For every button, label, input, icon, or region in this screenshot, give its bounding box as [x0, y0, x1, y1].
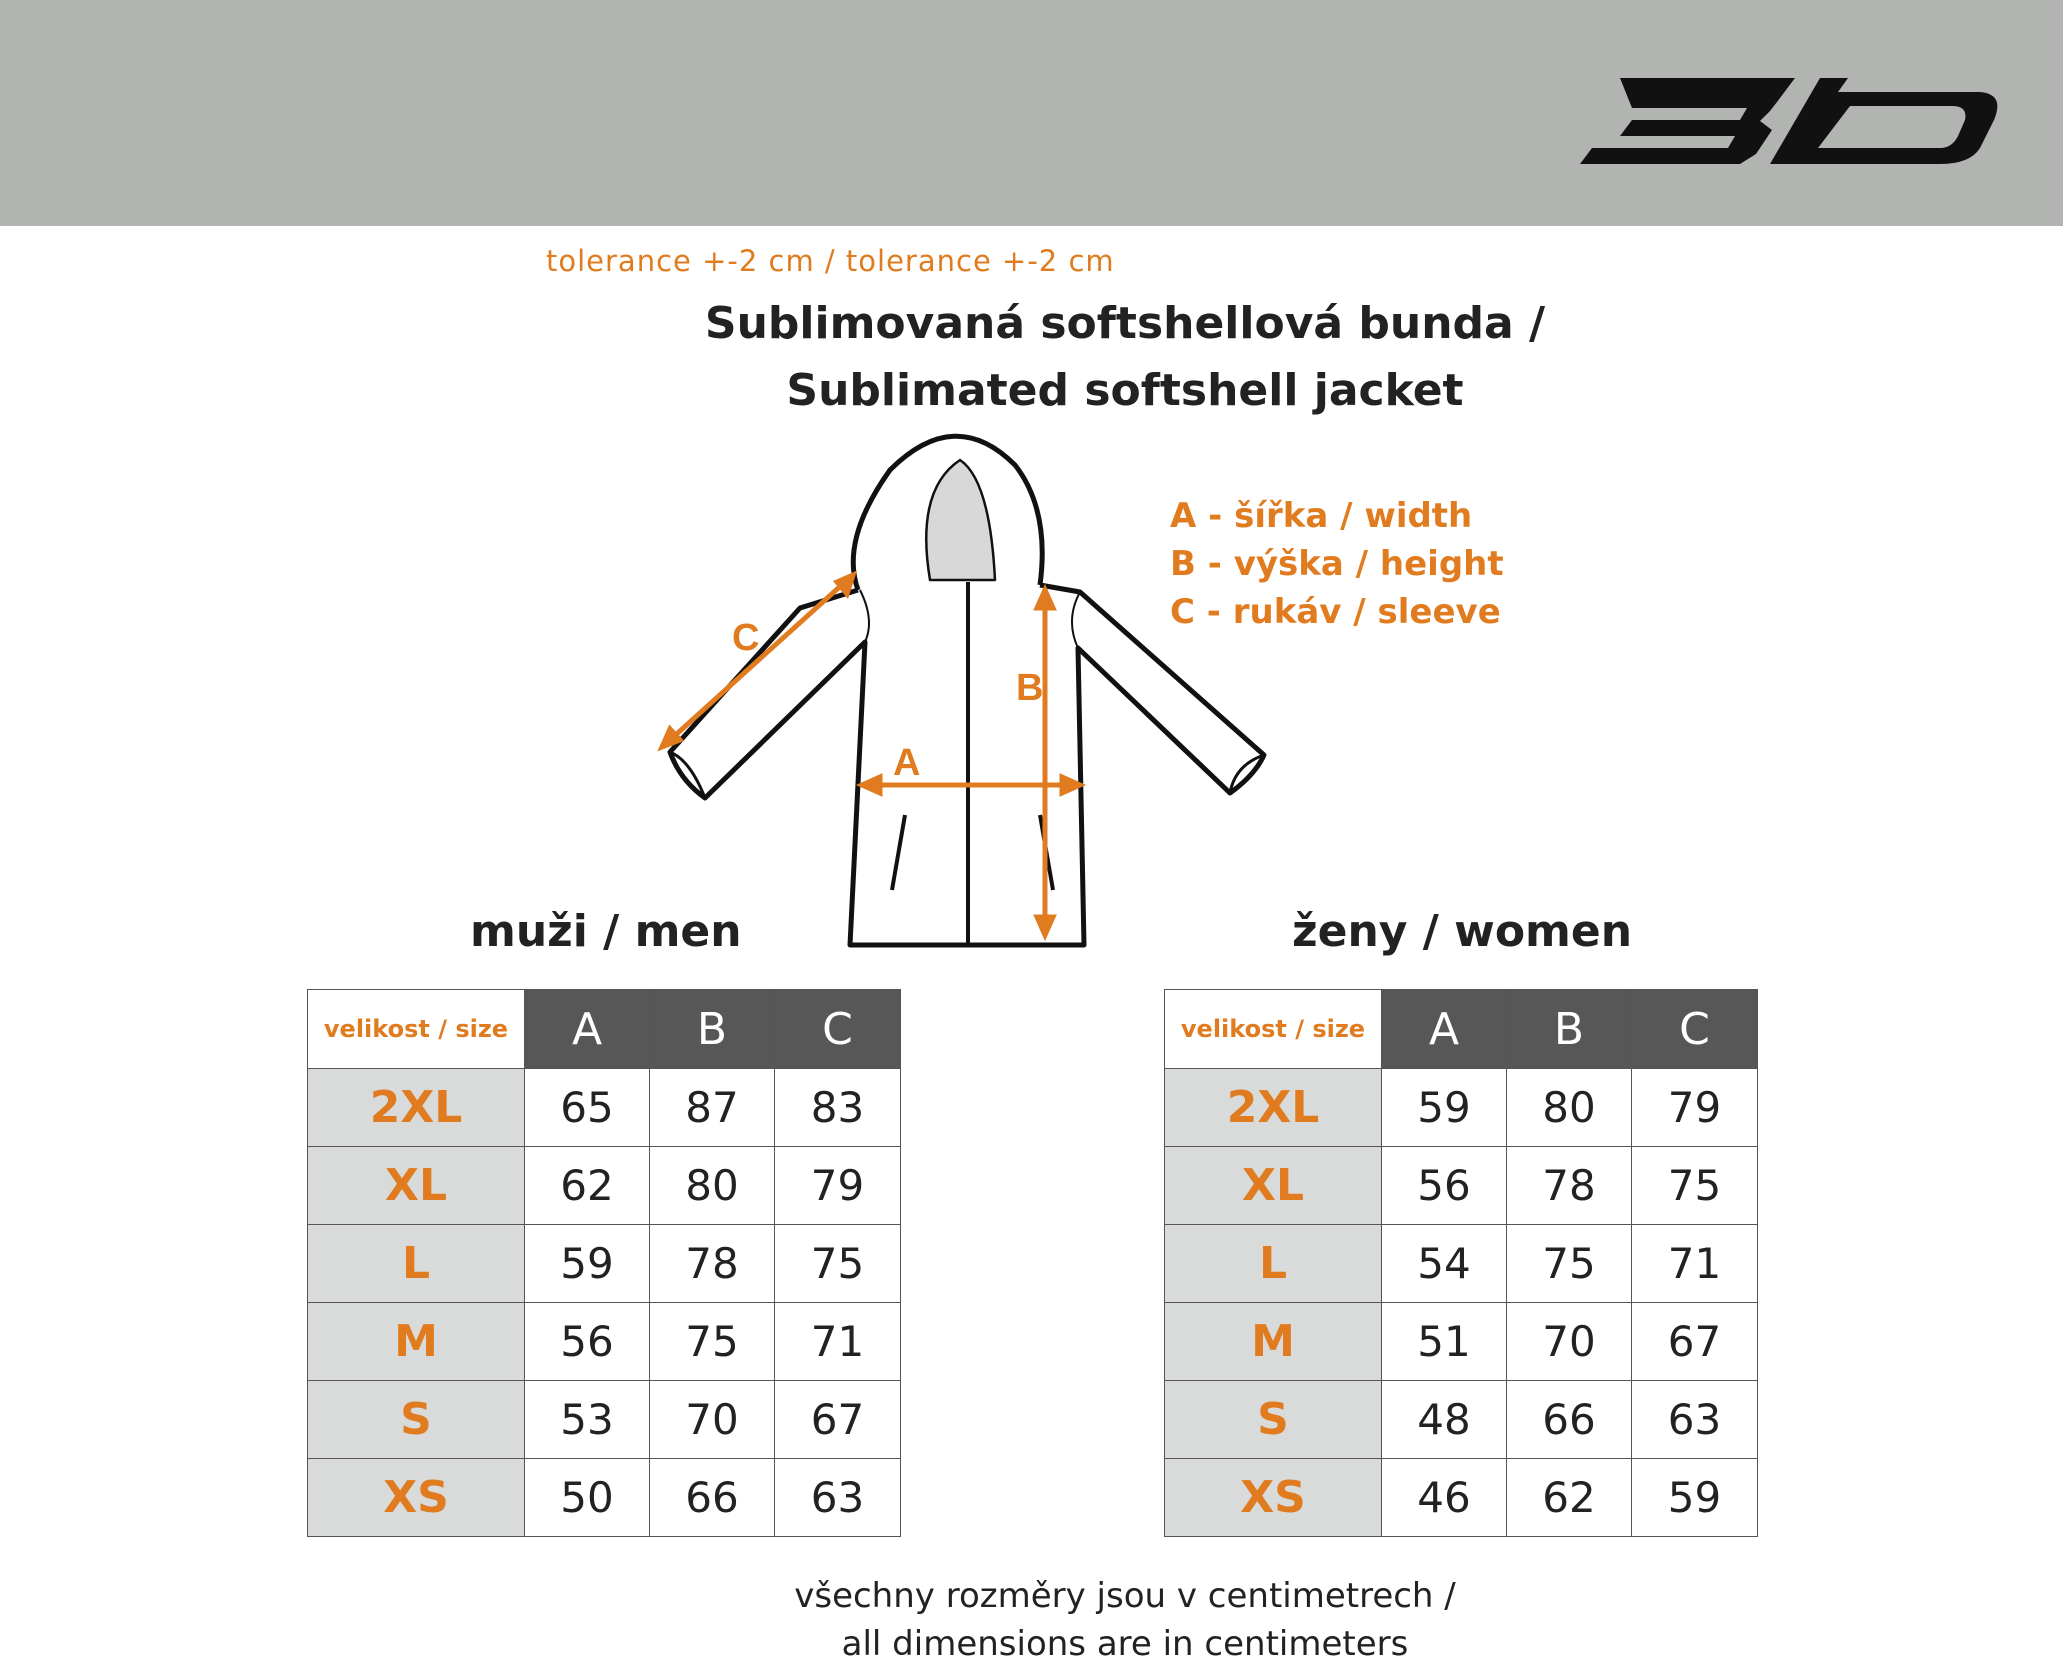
measurement-cell-b: 66 [650, 1459, 775, 1537]
table-header-row [1165, 990, 1758, 1069]
measurement-cell-b: 80 [650, 1147, 775, 1225]
measurement-cell-a: 53 [525, 1381, 650, 1459]
page-title [560, 290, 1690, 424]
column-header-a: A [1382, 990, 1507, 1069]
measurement-cell-c: 75 [775, 1225, 901, 1303]
measurement-cell-a: 62 [525, 1147, 650, 1225]
table-row [308, 1225, 901, 1303]
measurement-cell-b: 80 [1507, 1069, 1632, 1147]
measurement-cell-a: 51 [1382, 1303, 1507, 1381]
footnote-line-2: all dimensions are in centimeters [841, 1624, 1409, 1664]
table-row [1165, 1381, 1758, 1459]
measurement-cell-a: 59 [525, 1225, 650, 1303]
units-footnote [560, 1572, 1690, 1668]
table-row [1165, 1459, 1758, 1537]
measurement-cell-b: 70 [1507, 1303, 1632, 1381]
dimension-label-a: A [893, 742, 921, 784]
measurement-cell-c: 75 [1632, 1147, 1758, 1225]
title-line-1: Sublimovaná softshellová bunda / [704, 298, 1546, 349]
column-header-b: B [650, 990, 775, 1069]
table-row [308, 1459, 901, 1537]
measurement-cell-a: 56 [525, 1303, 650, 1381]
legend-item-a: A - šířka / width [1170, 496, 1473, 536]
size-cell: L [308, 1225, 525, 1303]
measurement-cell-b: 75 [1507, 1225, 1632, 1303]
table-row [1165, 1225, 1758, 1303]
table-row [1165, 1069, 1758, 1147]
measurement-cell-b: 87 [650, 1069, 775, 1147]
dimension-label-b: B [1016, 667, 1044, 709]
measurement-cell-b: 62 [1507, 1459, 1632, 1537]
women-heading: ženy / women [1292, 906, 1633, 957]
tolerance-note: tolerance +-2 cm / tolerance +-2 cm [546, 244, 1115, 278]
size-column-header: velikost / size [308, 990, 525, 1069]
hood-lining [926, 460, 995, 580]
size-cell: XS [1165, 1459, 1382, 1537]
measurement-cell-a: 65 [525, 1069, 650, 1147]
measurement-cell-b: 75 [650, 1303, 775, 1381]
dimension-label-c: C [732, 617, 760, 659]
table-row [308, 1069, 901, 1147]
size-cell: M [308, 1303, 525, 1381]
table-row [1165, 1147, 1758, 1225]
dimension-legend [1170, 492, 1504, 636]
measurement-cell-a: 54 [1382, 1225, 1507, 1303]
size-cell: M [1165, 1303, 1382, 1381]
measurement-cell-c: 79 [775, 1147, 901, 1225]
measurement-cell-b: 78 [650, 1225, 775, 1303]
size-cell: S [308, 1381, 525, 1459]
column-header-c: C [1632, 990, 1758, 1069]
size-cell: 2XL [308, 1069, 525, 1147]
legend-item-c: C - rukáv / sleeve [1170, 592, 1501, 632]
size-cell: S [1165, 1381, 1382, 1459]
size-column-header: velikost / size [1165, 990, 1382, 1069]
footnote-line-1: všechny rozměry jsou v centimetrech / [794, 1576, 1456, 1616]
size-cell: L [1165, 1225, 1382, 1303]
measurement-cell-c: 71 [775, 1303, 901, 1381]
table-row [308, 1147, 901, 1225]
measurement-cell-a: 59 [1382, 1069, 1507, 1147]
women-size-table [1164, 989, 1758, 1537]
size-cell: 2XL [1165, 1069, 1382, 1147]
measurement-cell-a: 46 [1382, 1459, 1507, 1537]
measurement-cell-c: 63 [1632, 1381, 1758, 1459]
measurement-cell-a: 56 [1382, 1147, 1507, 1225]
header-band [0, 0, 2063, 226]
table-row [308, 1303, 901, 1381]
title-line-2: Sublimated softshell jacket [786, 365, 1464, 416]
3b-logo [1580, 78, 2000, 164]
table-row [1165, 1303, 1758, 1381]
pocket-left [892, 815, 905, 890]
column-header-b: B [1507, 990, 1632, 1069]
men-size-table [307, 989, 901, 1537]
size-cell: XL [1165, 1147, 1382, 1225]
measurement-cell-c: 63 [775, 1459, 901, 1537]
measurement-cell-c: 67 [775, 1381, 901, 1459]
table-row [308, 1381, 901, 1459]
measurement-cell-c: 67 [1632, 1303, 1758, 1381]
measurement-cell-c: 79 [1632, 1069, 1758, 1147]
measurement-cell-a: 50 [525, 1459, 650, 1537]
measurement-cell-a: 48 [1382, 1381, 1507, 1459]
measurement-cell-b: 70 [650, 1381, 775, 1459]
measurement-cell-c: 83 [775, 1069, 901, 1147]
measurement-cell-c: 59 [1632, 1459, 1758, 1537]
measurement-cell-c: 71 [1632, 1225, 1758, 1303]
legend-item-b: B - výška / height [1170, 544, 1504, 584]
measurement-cell-b: 66 [1507, 1381, 1632, 1459]
column-header-a: A [525, 990, 650, 1069]
size-cell: XL [308, 1147, 525, 1225]
measurement-cell-b: 78 [1507, 1147, 1632, 1225]
men-heading: muži / men [470, 906, 742, 957]
column-header-c: C [775, 990, 901, 1069]
size-cell: XS [308, 1459, 525, 1537]
table-header-row [308, 990, 901, 1069]
